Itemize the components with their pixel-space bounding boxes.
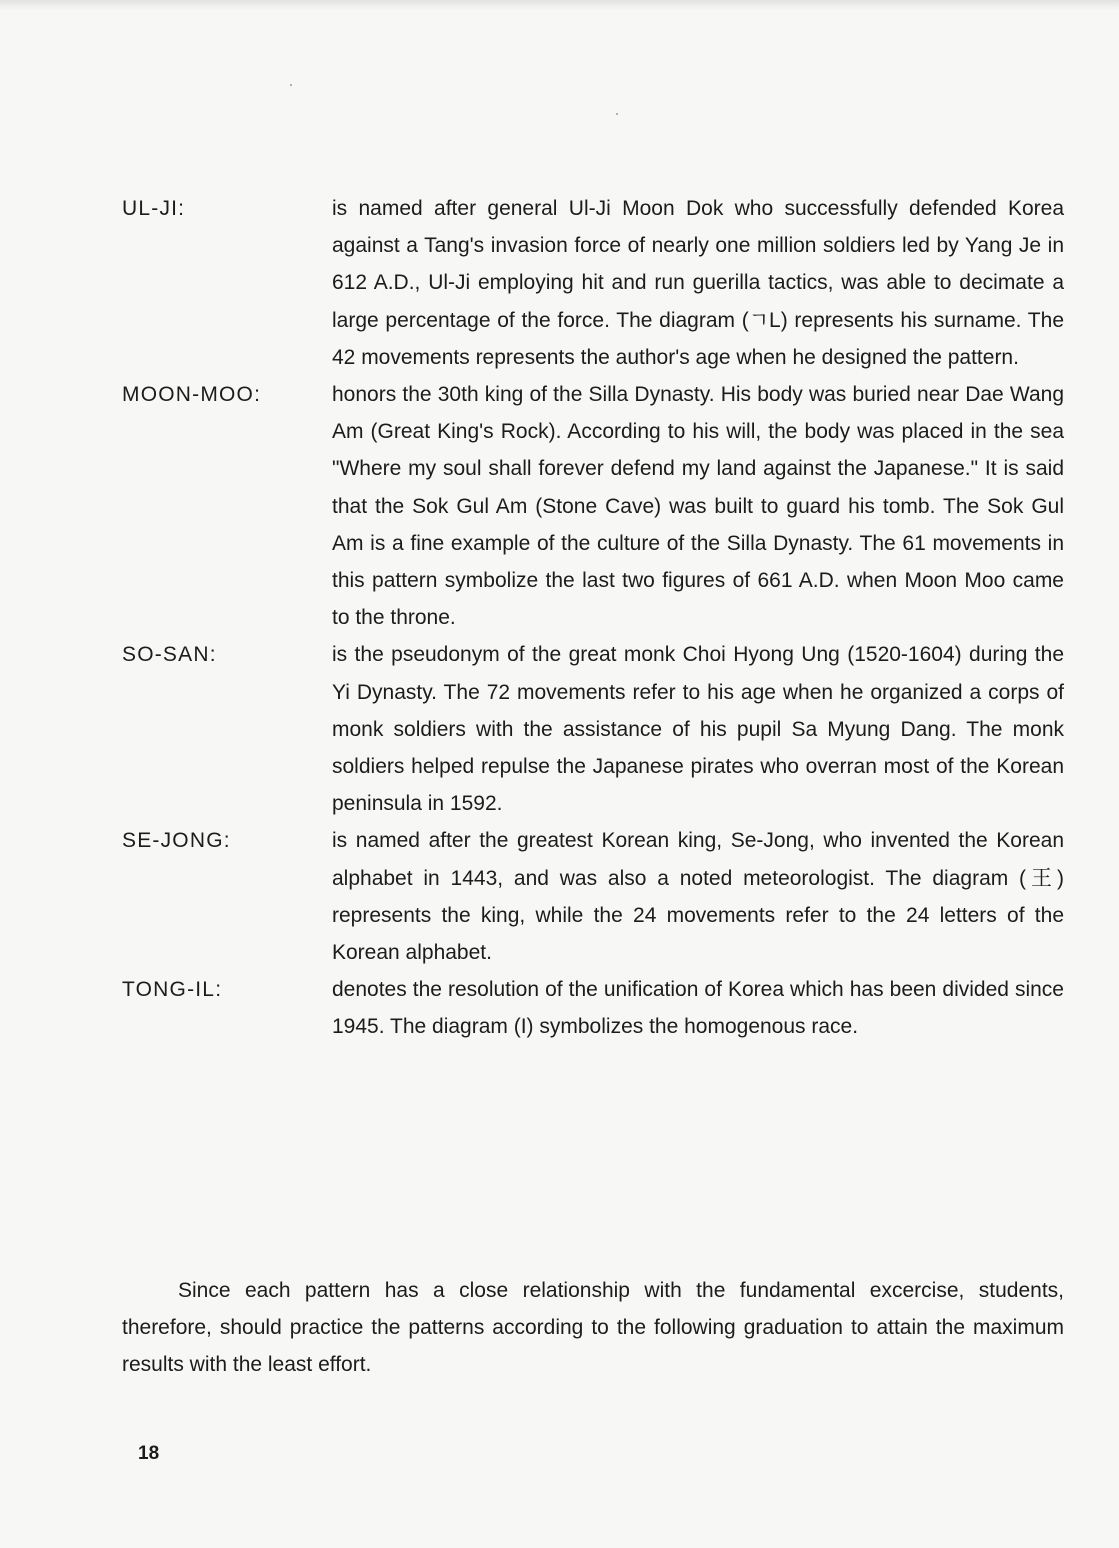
scan-speck — [290, 84, 292, 86]
entry-term: TONG-IL: — [122, 978, 223, 1002]
entry-description: is the pseudonym of the great monk Choi Hyong Ung (1520-1604) during the Yi Dynasty. The 72 movements refer to his age when he organized a corps of monk soldiers with the assistance of his pupil Sa Myung Dang. The monk soldiers helped repulse the Japanese pirates who overran most of the Korean peninsula in 1592. — [332, 643, 1064, 816]
page-top-edge — [0, 0, 1119, 10]
entry-se-jong — [122, 822, 1064, 971]
entry-description: denotes the resolution of the unification of Korea which has been divided since 1945. The diagram (I) symbolizes the homogenous race. — [332, 978, 1064, 1039]
entry-tong-il — [122, 971, 1064, 1045]
pattern-definitions — [122, 190, 1064, 1046]
entry-description: honors the 30th king of the Silla Dynasty. His body was buried near Dae Wang Am (Great King's Rock). According to his will, the body was placed in the sea "Where my soul shall forever defend my land against the Japanese." It is said that the Sok Gul Am (Stone Cave) was built to guard his tomb. The Sok Gul Am is a fine example of the culture of the Silla Dynasty. The 61 movements in this pattern symbolize the last two figures of 661 A.D. when Moon Moo came to the throne. — [332, 383, 1064, 630]
entry-ul-ji — [122, 190, 1064, 376]
entry-description: is named after general Ul-Ji Moon Dok who successfully defended Korea against a Tang's invasion force of nearly one million soldiers led by Yang Je in 612 A.D., Ul-Ji employing hit and run guerilla tactics, was able to decimate a large percentage of the force. The diagram (ㄱL) represents his surname. The 42 movements represents the author's age when he designed the pattern. — [332, 197, 1064, 369]
entry-moon-moo — [122, 376, 1064, 636]
entry-description: is named after the greatest Korean king, Se-Jong, who invented the Korean alphabet in 1443, and was also a noted meteorologist. The diagram (王) represents the king, while the 24 movements refer to the 24 letters of the Korean alphabet. — [332, 829, 1064, 965]
entry-term: MOON-MOO: — [122, 383, 262, 407]
entry-so-san — [122, 636, 1064, 822]
entry-term: UL-JI: — [122, 197, 186, 220]
entry-term: SO-SAN: — [122, 643, 217, 667]
entry-term: SE-JONG: — [122, 829, 231, 853]
scan-speck — [616, 113, 618, 115]
page-number: 18 — [138, 1443, 160, 1464]
closing-paragraph: Since each pattern has a close relationship with the fundamental excercise, students, therefore, should practice the patterns according to the following graduation to attain the maximum results with the least effort. — [122, 1279, 1064, 1377]
